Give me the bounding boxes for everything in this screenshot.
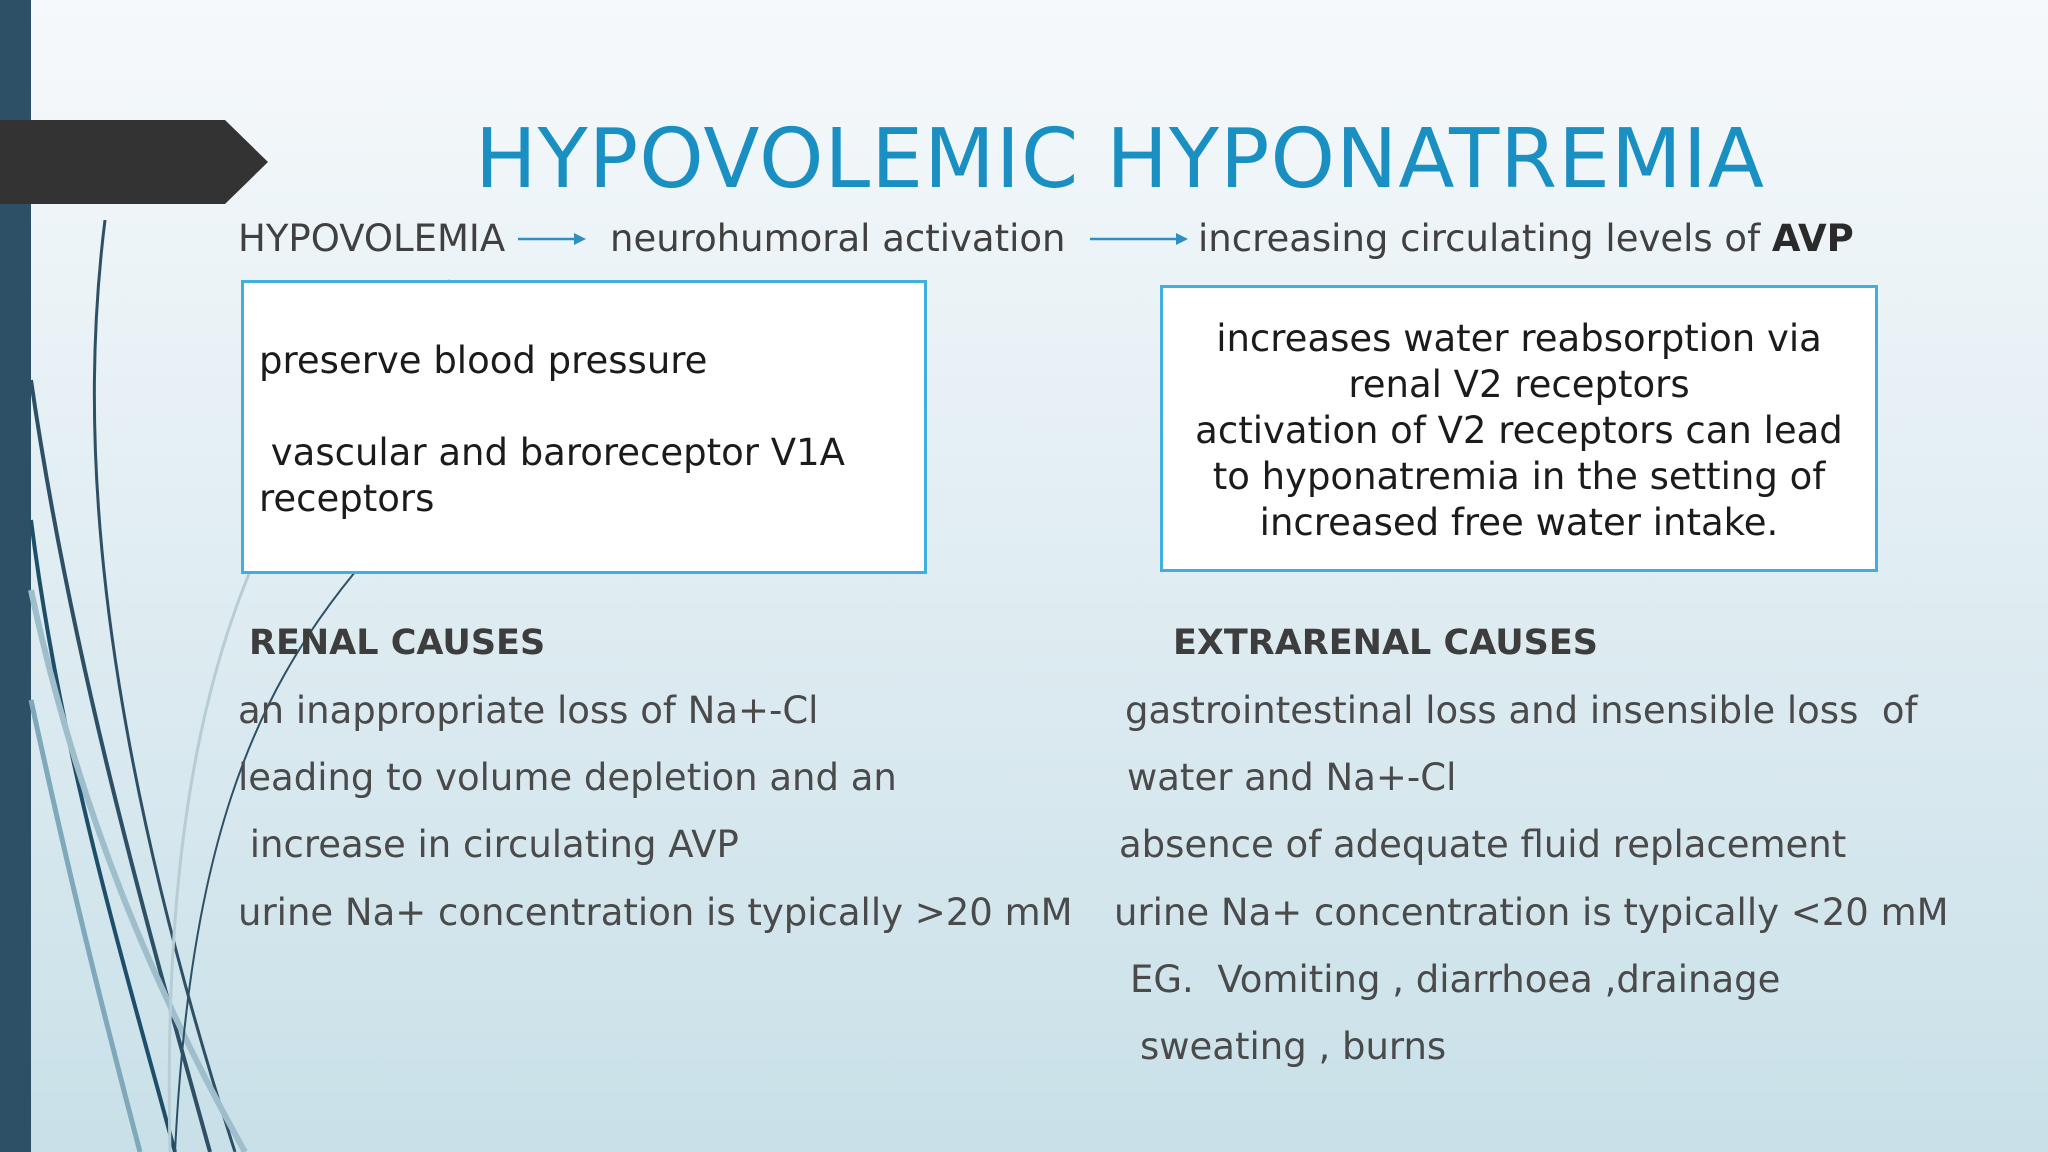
extrarenal-line-3: absence of adequate fluid replacement (1119, 823, 1847, 866)
right-box-line-1: increases water reabsorption via (1216, 317, 1822, 360)
right-box-line-5: increased free water intake. (1259, 501, 1779, 544)
renal-line-4: urine Na+ concentration is typically >20 mM (238, 891, 1073, 934)
extrarenal-line-4: urine Na+ concentration is typically <20 mM (1114, 891, 1949, 934)
flow-arrow-2 (1090, 226, 1188, 252)
flow-step-avp-text: increasing circulating levels of (1198, 217, 1772, 260)
renal-line-1: an inappropriate loss of Na+-Cl (238, 689, 819, 732)
extrarenal-line-1: gastrointestinal loss and insensible loss of (1125, 689, 1918, 732)
left-box-line-3: receptors (259, 477, 435, 520)
slide-title: HYPOVOLEMIC HYPONATREMIA (475, 112, 1765, 207)
extrarenal-line-6: sweating , burns (1140, 1025, 1447, 1068)
right-box-line-4: to hyponatremia in the setting of (1212, 455, 1826, 498)
flow-step-avp (1198, 214, 1854, 264)
flow-step-avp-bold: AVP (1771, 217, 1854, 260)
right-box-line-3: activation of V2 receptors can lead (1195, 409, 1843, 452)
extrarenal-causes-heading: EXTRARENAL CAUSES (1173, 623, 1598, 663)
renal-line-2: leading to volume depletion and an (238, 756, 897, 799)
extrarenal-line-2: water and Na+-Cl (1127, 756, 1457, 799)
left-box-line-1: preserve blood pressure (259, 339, 708, 382)
left-box-line-2: vascular and baroreceptor V1A (259, 431, 845, 474)
renal-causes-heading: RENAL CAUSES (249, 623, 546, 663)
renal-line-3: increase in circulating AVP (238, 823, 739, 866)
v1a-receptor-box (241, 280, 927, 574)
extrarenal-line-5: EG. Vomiting , diarrhoea ,drainage (1130, 958, 1781, 1001)
flow-step-hypovolemia: HYPOVOLEMIA (238, 217, 506, 260)
right-box-line-2: renal V2 receptors (1348, 363, 1690, 406)
title-flag-shape (0, 120, 268, 204)
flow-arrow-1 (518, 226, 586, 252)
v2-receptor-box (1160, 285, 1878, 572)
flow-step-neurohumoral: neurohumoral activation (610, 217, 1066, 260)
